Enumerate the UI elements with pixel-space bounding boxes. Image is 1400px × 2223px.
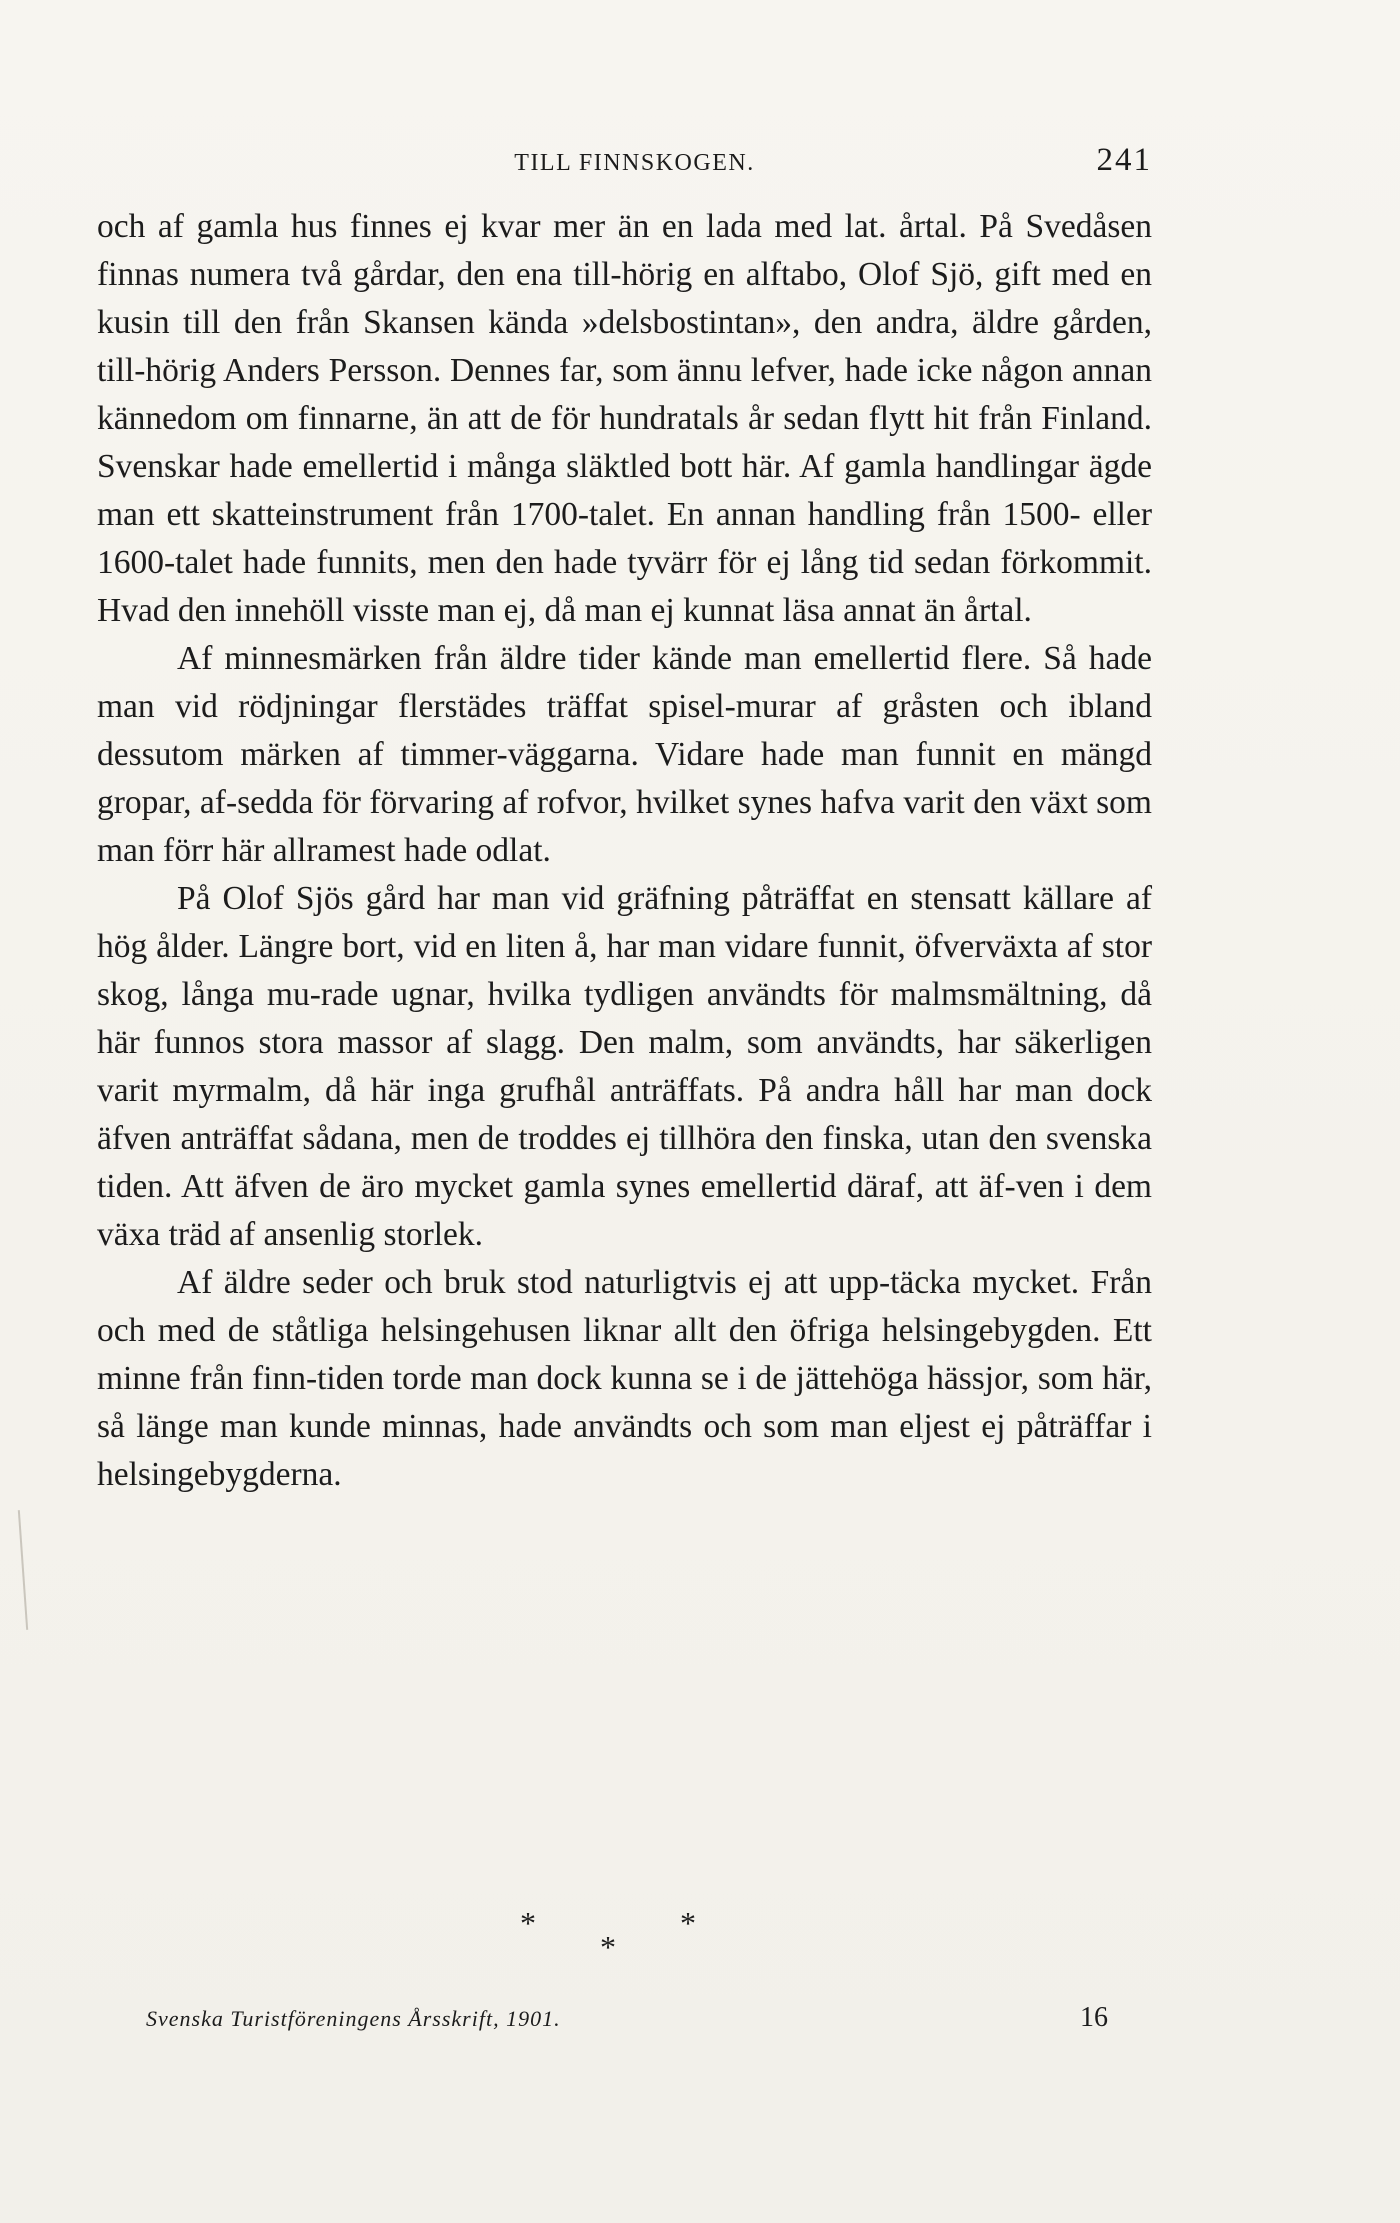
signature-mark: 16 xyxy=(1080,2002,1108,2033)
running-head xyxy=(97,142,1152,186)
section-break-asterism xyxy=(480,1905,760,1965)
paragraph-2: Af minnesmärken från äldre tider kände man emellertid flere. Så hade man vid rödjningar flerstädes träffat spisel-murar af gråsten och ibland dessutom märken af timmer-väggarna. Vidare hade man funnit en mängd gropar, af-sedda för förvaring af rofvor, hvilket synes hafva varit den växt som man förr här allramest hade odlat. xyxy=(97,640,1152,869)
body-text xyxy=(97,203,1152,1499)
running-title: TILL FINNSKOGEN. xyxy=(514,150,755,176)
paragraph-1: och af gamla hus finnes ej kvar mer än en lada med lat. årtal. På Svedåsen finnas numera två gårdar, den ena till-hörig en alftabo, Olof Sjö, gift med en kusin till den från Skansen kända »delsbostintan», den andra, äldre gården, till-hörig Anders Persson. Dennes far, som ännu lefver, hade icke någon annan kännedom om finnarne, än att de för hundratals år sedan flytt hit från Finland. Svenskar hade emellertid i många släktled bott här. Af gamla handlingar ägde man ett skatteinstrument från 1700-talet. En annan handling från 1500- eller 1600-talet hade funnits, men den hade tyvärr för ej lång tid sedan förkommit. Hvad den innehöll visste man ej, då man ej kunnat läsa annat än årtal. xyxy=(97,208,1152,629)
asterisk-bottom: * xyxy=(600,1929,616,1965)
paragraph-4: Af äldre seder och bruk stod naturligtvis ej att upp-täcka mycket. Från och med de ståtliga helsingehusen liknar allt den öfriga helsingebygden. Ett minne från finn-tiden torde man dock kunna se i de jättehöga hässjor, som här, så länge man kunde minnas, hade användts och som man eljest ej påträffar i helsingebygderna. xyxy=(97,1264,1152,1493)
page-footer xyxy=(146,2002,1108,2042)
footer-source: Svenska Turistföreningens Årsskrift, 1901. xyxy=(146,2006,561,2031)
page-number: 241 xyxy=(1096,142,1152,178)
asterisk-left: * xyxy=(520,1905,536,1941)
asterisk-right: * xyxy=(680,1905,696,1941)
paragraph-3: På Olof Sjös gård har man vid gräfning påträffat en stensatt källare af hög ålder. Längre bort, vid en liten å, har man vidare funnit, öfverväxta af stor skog, långa mu-rade ugnar, hvilka tydligen användts för malmsmältning, då här funnos stora massor af slagg. Den malm, som användts, har säkerligen varit myrmalm, då här inga grufhål anträffats. På andra håll har man dock äfven anträffat sådana, men de troddes ej tillhöra den finska, utan den svenska tiden. Att äfven de äro mycket gamla synes emellertid däraf, att äf-ven i dem växa träd af ansenlig storlek. xyxy=(97,880,1152,1253)
margin-pencil-mark xyxy=(18,1510,28,1630)
